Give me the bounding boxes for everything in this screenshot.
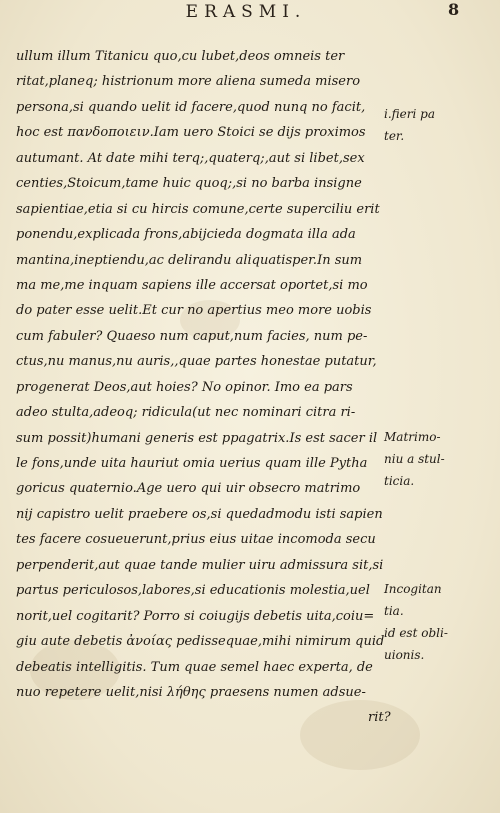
text-line: giu aute debetis ἀνοίας pedissequae,mihi nimirum quid [16,634,385,650]
gloss-line: uionis. [384,648,425,662]
margin-gloss-fieri-pater [384,103,435,147]
text-line: mantina,ineptiendu,ac delirandu aliquatisper.In sum [16,252,363,268]
text-line: ponendu,explicada frons,abijcieda dogmata illa ada [16,227,356,243]
text-line: ullum illum Titanicu quo,cu lubet,deos omneis ter [16,49,345,64]
margin-gloss-incogitantia [384,578,448,666]
text-line: le fons,unde uita hauriut omia uerius quam ille Pytha [16,456,368,471]
gloss-line: niu a stul- [384,452,445,466]
text-line: persona,si quando uelit id facere,quod nunq no facit, [16,99,366,115]
main-text-block [16,44,391,731]
gloss-line: id est obli- [384,626,448,640]
text-line: sum possit)humani generis est ppagatrix.Is est sacer il [16,430,378,446]
text-line: centies,Stoicum,tame huic quoq;,si no barba insigne [16,176,362,192]
running-head: ERASMI. [185,2,307,22]
text-line: adeo stulta,adeoq; ridicula(ut nec nominari citra ri- [16,405,356,421]
text-line: hoc est πανδοποιειν.Iam uero Stoici se dijs proximos [16,125,366,141]
text-line: rit? [368,710,391,726]
gloss-line: i.fieri pa [384,107,435,121]
gloss-line: Incogitan [384,582,442,596]
text-line: cum fabuler? Quaeso num caput,num facies, num pe- [16,328,368,344]
text-line: debeatis intelligitis. Tum quae semel haec experta, de [16,659,373,675]
text-line: perpenderit,aut quae tande mulier uiru admissura sit,si [16,557,384,573]
text-line: nij capistro uelit praebere os,si quedadmodu isti sapien [16,506,383,522]
text-line: tes facere cosueuerunt,prius eius uitae incomoda secu [16,532,376,548]
gloss-line: tia. [384,604,404,618]
text-line: ma me,me inquam sapiens ille accersat oportet,si mo [16,277,368,293]
text-line: sapientiae,etia si cu hircis comune,certe superciliu erit [16,201,380,217]
text-line: autumant. At date mihi terq;,quaterq;,aut si libet,sex [16,150,365,166]
folio-number: 8 [448,0,460,19]
text-line: norit,uel cogitarit? Porro si coiugijs debetis uita,coiu= [16,608,375,624]
gloss-line: Matrimo- [384,430,441,444]
gloss-line: ter. [384,129,405,143]
text-line: nuo repetere uelit,nisi λήθης praesens numen adsue- [16,684,366,700]
text-line: ctus,nu manus,nu auris,,quae partes honestae putatur, [16,354,377,370]
margin-gloss-matrimonium [384,426,445,492]
text-line: goricus quaternio.Age uero qui uir obsecro matrimo [16,481,361,497]
gloss-line: ticia. [384,474,415,488]
text-line: ritat,planeq; histrionum more aliena sumeda misero [16,74,361,90]
text-line: progenerat Deos,aut hoies? No opinor. Imo ea pars [16,379,353,395]
text-line: partus periculosos,labores,si educationis molestia,uel [16,583,370,599]
text-line: do pater esse uelit.Et cur no apertius meo more uobis [16,303,372,319]
